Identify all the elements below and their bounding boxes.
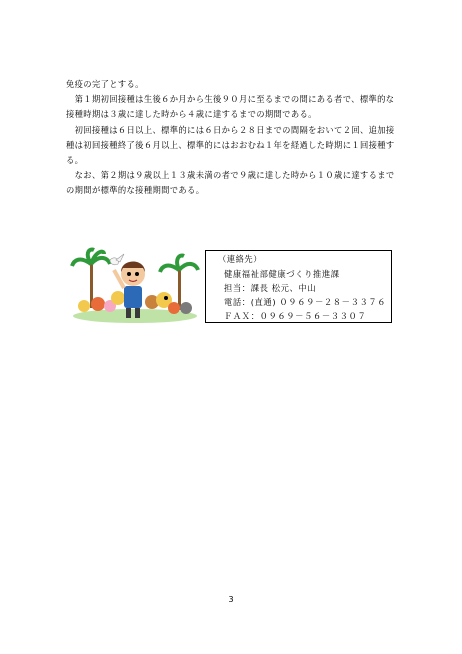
paragraph-3: 初回接種は６日以上、標準的には６日から２８日までの間隔をおいて２回、追加接種は初回接種終了後６月以上、標準的にはおおむね１年を経過した時期に１回接種する。 <box>66 124 395 166</box>
contact-fax: ＦＡＸ：０９６９－５６－３３０７ <box>224 311 367 321</box>
body-text <box>66 77 402 199</box>
contact-box <box>205 250 392 323</box>
mascot-illustration <box>70 246 200 324</box>
paragraph-2: 第１期初回接種は生後６か月から生後９０月に至るまでの間にある者で、標準的な接種時期は３歳に達した時から４歳に達するまでの期間である。 <box>66 94 395 120</box>
paragraph-1: 免疫の完了とする。 <box>66 79 144 89</box>
paragraph-4: なお、第２期は９歳以上１３歳未満の者で９歳に達した時から１０歳に達するまでの期間が標準的な接種期間である。 <box>66 170 395 196</box>
contact-phone: 電話：(直通) ０９６９－２８－３３７６ <box>224 297 387 307</box>
page-number: 3 <box>228 595 234 604</box>
contact-person: 担当：課長 松元、中山 <box>224 283 317 293</box>
contact-heading: （連絡先） <box>218 254 262 264</box>
contact-department: 健康福祉部健康づくり推進課 <box>224 269 340 279</box>
